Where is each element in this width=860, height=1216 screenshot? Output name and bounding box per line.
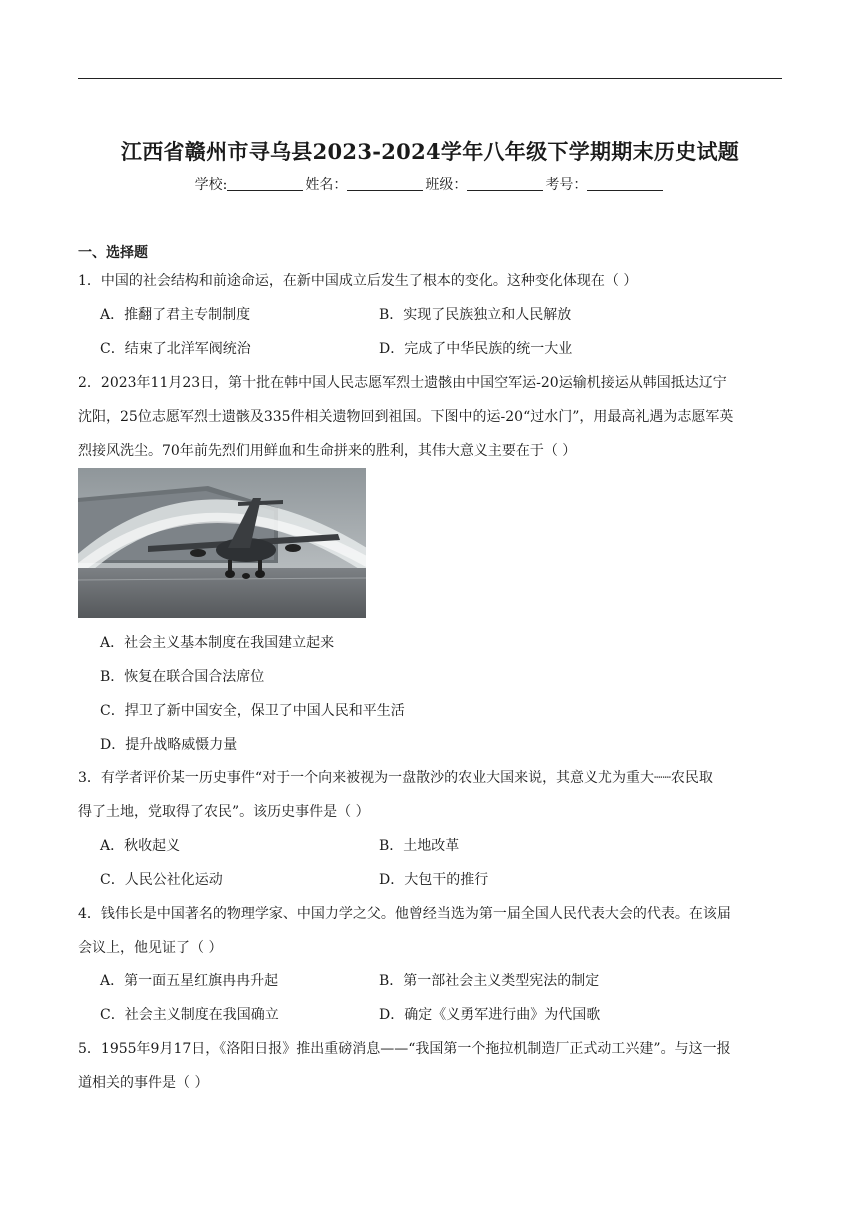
name-blank[interactable] <box>347 176 423 191</box>
question-4-option-a[interactable]: A．第一面五星红旗冉冉升起 <box>100 973 279 989</box>
section-heading: 一、选择题 <box>78 245 148 261</box>
class-blank[interactable] <box>467 176 543 191</box>
number-blank[interactable] <box>587 176 663 191</box>
question-3-stem-line-1: 3．有学者评价某一历史事件“对于一个向来被视为一盘散沙的农业大国来说，其意义尤为重大┈┈农民取 <box>78 770 713 786</box>
question-4-stem-line-1: 4．钱伟长是中国著名的物理学家、中国力学之父。他曾经当选为第一届全国人民代表大会的代表。在该届 <box>78 906 731 922</box>
question-4-option-d[interactable]: D．确定《义勇军进行曲》为代国歌 <box>379 1007 601 1023</box>
student-info-line <box>0 174 860 194</box>
question-3-stem-line-2: 得了土地，党取得了农民”。该历史事件是（ ） <box>78 804 370 820</box>
question-2-stem-line-3: 烈接风洗尘。70年前先烈们用鲜血和生命拼来的胜利，其伟大意义主要在于（ ） <box>78 443 577 459</box>
question-3-option-a[interactable]: A．秋收起义 <box>100 838 181 854</box>
question-5-stem-line-2: 道相关的事件是（ ） <box>78 1075 209 1091</box>
y20-water-salute-photo <box>78 468 366 618</box>
class-label: 班级： <box>425 177 468 193</box>
question-2-option-a[interactable]: A．社会主义基本制度在我国建立起来 <box>100 635 335 651</box>
question-1-option-d[interactable]: D．完成了中华民族的统一大业 <box>379 341 573 357</box>
school-blank[interactable] <box>227 176 303 191</box>
question-1-option-b[interactable]: B．实现了民族独立和人民解放 <box>379 307 572 323</box>
number-label: 考号： <box>545 177 588 193</box>
question-2-option-b[interactable]: B．恢复在联合国合法席位 <box>100 669 265 685</box>
question-2-option-d[interactable]: D．提升战略威慑力量 <box>100 737 238 753</box>
question-1-option-c[interactable]: C．结束了北洋军阀统治 <box>100 341 251 357</box>
question-5-stem-line-1: 5．1955年9月17日，《洛阳日报》推出重磅消息——“我国第一个拖拉机制造厂正式动工兴建”。与这一报 <box>78 1041 731 1057</box>
question-3-option-d[interactable]: D．大包干的推行 <box>379 872 489 888</box>
question-1-option-a[interactable]: A．推翻了君主专制制度 <box>100 307 251 323</box>
question-3-option-b[interactable]: B．土地改革 <box>379 838 460 854</box>
question-2-stem-line-2: 沈阳，25位志愿军烈士遗骸及335件相关遗物回到祖国。下图中的运-20“过水门”，用最高礼遇为志愿军英 <box>78 409 734 425</box>
name-label: 姓名： <box>305 177 348 193</box>
header-rule <box>78 78 782 79</box>
question-3-option-c[interactable]: C．人民公社化运动 <box>100 872 223 888</box>
school-label: 学校: <box>194 177 228 193</box>
question-2-stem-line-1: 2．2023年11月23日，第十批在韩中国人民志愿军烈士遗骸由中国空军运-20运输机接运从韩国抵达辽宁 <box>78 375 727 391</box>
exam-title: 江西省赣州市寻乌县2023-2024学年八年级下学期期末历史试题 <box>120 139 740 164</box>
question-1-stem: 1．中国的社会结构和前途命运，在新中国成立后发生了根本的变化。这种变化体现在（ ） <box>78 273 638 289</box>
question-2-option-c[interactable]: C．捍卫了新中国安全，保卫了中国人民和平生活 <box>100 703 405 719</box>
question-4-stem-line-2: 会议上，他见证了（ ） <box>78 940 223 956</box>
question-4-option-c[interactable]: C．社会主义制度在我国确立 <box>100 1007 279 1023</box>
question-4-option-b[interactable]: B．第一部社会主义类型宪法的制定 <box>379 973 600 989</box>
